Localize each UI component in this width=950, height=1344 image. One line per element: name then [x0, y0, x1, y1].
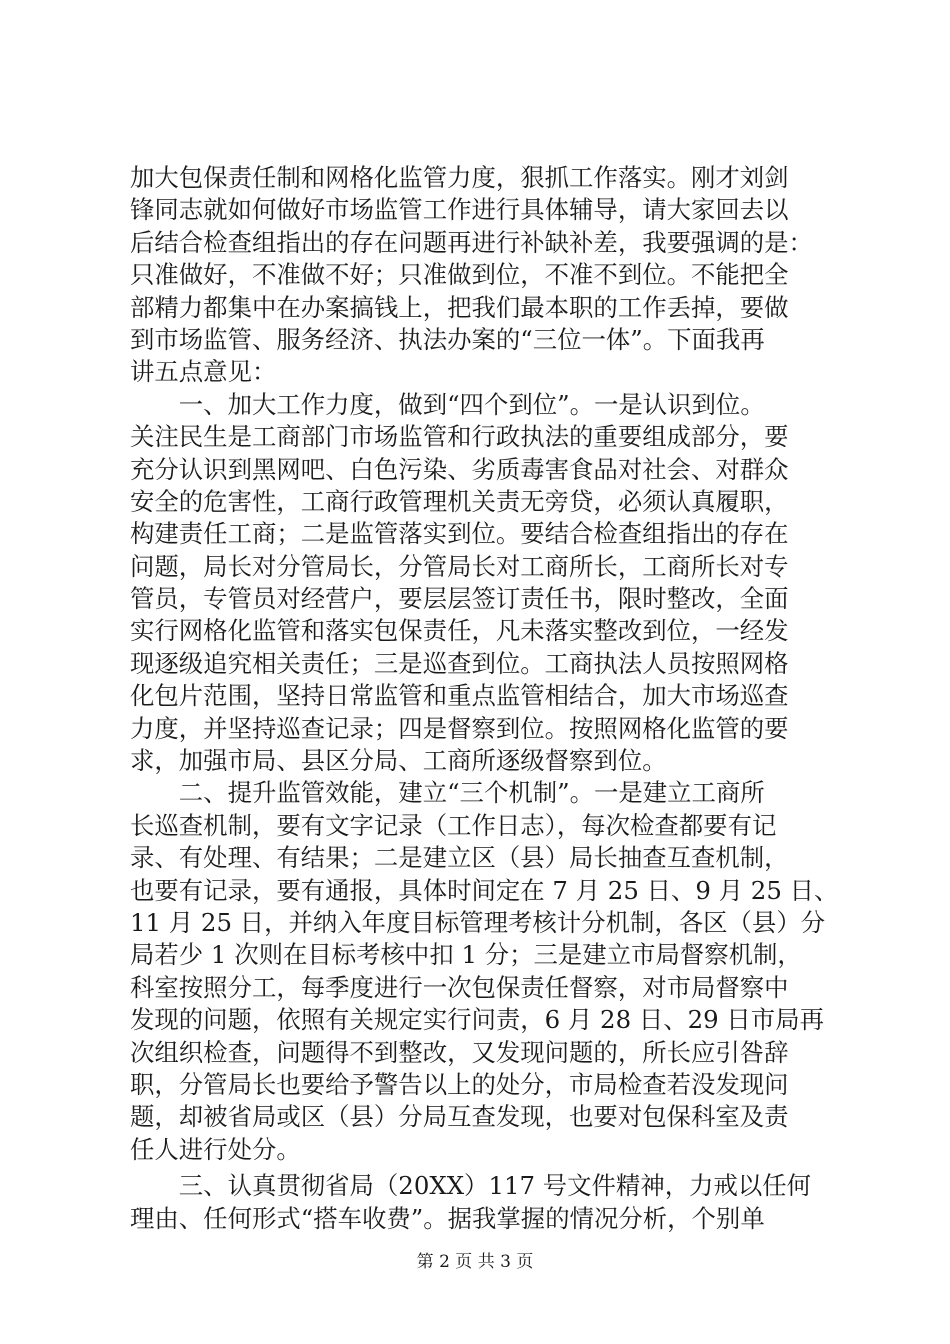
text-line: 题，却被省局或区（县）分局互查发现，也要对包保科室及责 — [130, 1102, 789, 1132]
text-line: 求，加强市局、县区分局、工商所逐级督察到位。 — [130, 746, 667, 776]
text-line: 长巡查机制，要有文字记录（工作日志），每次检查都要有记 — [130, 810, 777, 840]
text-line: 安全的危害性，工商行政管理机关责无旁贷，必须认真履职， — [130, 486, 789, 516]
text-line: 现逐级追究相关责任；三是巡查到位。工商执法人员按照网格 — [130, 648, 789, 678]
text-line: 讲五点意见： — [130, 357, 277, 387]
text-line: 任人进行处分。 — [130, 1134, 301, 1164]
text-line: 实行网格化监管和落实包保责任，凡未落实整改到位，一经发 — [130, 616, 789, 646]
text-line: 管员，专管员对经营户，要层层签订责任书，限时整改，全面 — [130, 584, 789, 614]
text-line: 只准做好，不准做不好；只准做到位，不准不到位。不能把全 — [130, 260, 789, 290]
text-line: 部精力都集中在办案搞钱上，把我们最本职的工作丢掉，要做 — [130, 292, 789, 322]
text-line: 关注民生是工商部门市场监管和行政执法的重要组成部分，要 — [130, 422, 789, 452]
body-text — [130, 162, 839, 1235]
text-line: 到市场监管、服务经济、执法办案的“三位一体”。下面我再 — [130, 324, 765, 354]
text-line: 三、认真贯彻省局（20XX）117 号文件精神，力戒以任何 — [130, 1171, 812, 1201]
page-footer: 第 2 页 共 3 页 — [416, 1252, 534, 1272]
text-line: 职，分管局长也要给予警告以上的处分，市局检查若没发现问 — [130, 1069, 789, 1099]
text-line: 理由、任何形式“搭车收费”。据我掌握的情况分析，个别单 — [130, 1203, 765, 1233]
text-line: 发现的问题，依照有关规定实行问责，6 月 28 日、29 日市局再 — [130, 1005, 824, 1035]
text-line: 锋同志就如何做好市场监管工作进行具体辅导，请大家回去以 — [130, 195, 789, 225]
text-line: 充分认识到黑网吧、白色污染、劣质毒害食品对社会、对群众 — [130, 454, 789, 484]
text-line: 二、提升监管效能，建立“三个机制”。一是建立工商所 — [130, 778, 765, 808]
text-line: 次组织检查，问题得不到整改，又发现问题的，所长应引咎辞 — [130, 1037, 789, 1067]
text-line: 11 月 25 日，并纳入年度目标管理考核计分机制，各区（县）分 — [130, 907, 826, 937]
text-line: 力度，并坚持巡查记录；四是督察到位。按照网格化监管的要 — [130, 713, 789, 743]
text-line: 一、加大工作力度，做到“四个到位”。一是认识到位。 — [130, 389, 765, 419]
text-line: 也要有记录，要有通报，具体时间定在 7 月 25 日、9 月 25 日、 — [130, 875, 839, 905]
text-line: 后结合检查组指出的存在问题再进行补缺补差，我要强调的是： — [130, 227, 813, 257]
text-line: 录、有处理、有结果；二是建立区（县）局长抽查互查机制， — [130, 843, 789, 873]
text-line: 科室按照分工，每季度进行一次包保责任督察，对市局督察中 — [130, 972, 789, 1002]
text-line: 局若少 1 次则在目标考核中扣 1 分；三是建立市局督察机制， — [130, 940, 802, 970]
text-line: 问题，局长对分管局长，分管局长对工商所长，工商所长对专 — [130, 551, 789, 581]
text-line: 加大包保责任制和网格化监管力度，狠抓工作落实。刚才刘剑 — [130, 163, 789, 192]
text-line: 化包片范围，坚持日常监管和重点监管相结合，加大市场巡查 — [130, 681, 789, 711]
text-line: 构建责任工商；二是监管落实到位。要结合检查组指出的存在 — [130, 519, 789, 549]
